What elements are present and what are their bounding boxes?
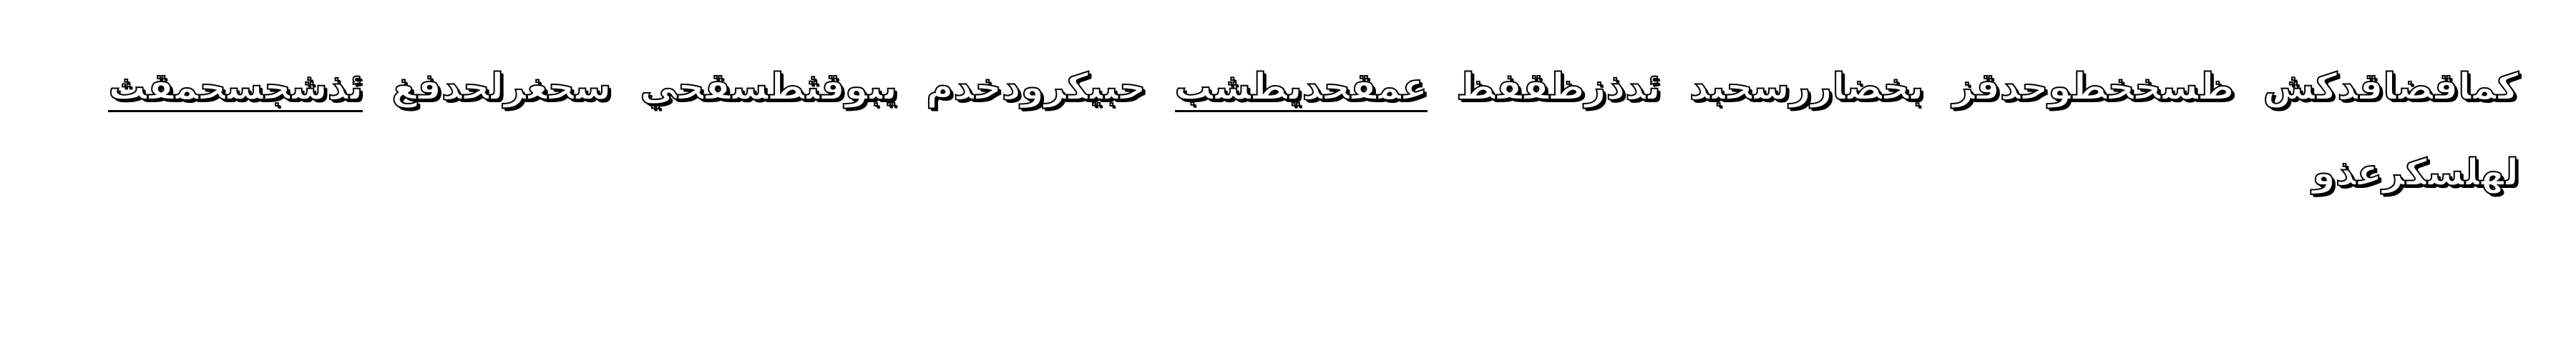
word: بخضاررسحبد bbox=[1689, 66, 1924, 109]
word: ظسخخطوحدقز bbox=[1952, 66, 2235, 109]
word: لهلسكرعذو bbox=[2312, 151, 2519, 194]
text-block bbox=[108, 66, 2519, 194]
word: كماقضاقدكش bbox=[2263, 66, 2519, 109]
word: حبيكرودخدم bbox=[926, 66, 1146, 109]
word: ئدذزظقفظ bbox=[1456, 66, 1661, 109]
underlined-word-link[interactable]: ئذشجسحمقث bbox=[108, 66, 363, 112]
text-line-2 bbox=[143, 151, 2519, 194]
underlined-word-link[interactable]: عمقحديطشب bbox=[1175, 66, 1428, 112]
text-line-1 bbox=[108, 66, 2519, 109]
word: سحغرلحدفغ bbox=[391, 66, 612, 109]
word: يبوقثطسقحي bbox=[640, 66, 898, 109]
